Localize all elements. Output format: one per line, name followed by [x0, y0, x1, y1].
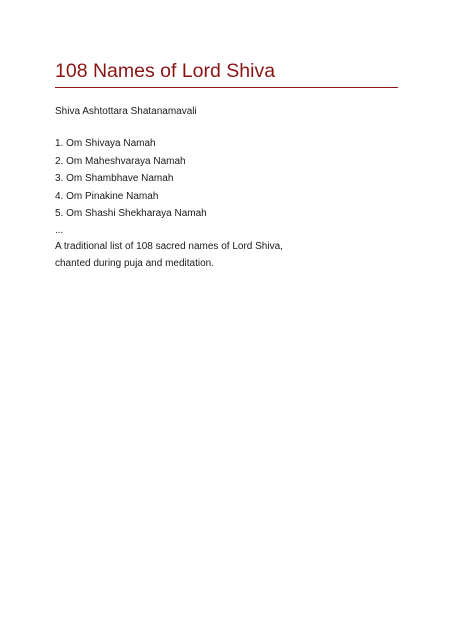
description-line: chanted during puja and meditation.	[55, 258, 215, 269]
list-item: 3. Om Shambhave Namah	[55, 173, 174, 184]
list-item: 5. Om Shashi Shekharaya Namah	[55, 208, 207, 219]
names-list	[55, 135, 398, 223]
list-ellipsis: ...	[55, 224, 64, 236]
document-page	[55, 58, 398, 273]
description-line: A traditional list of 108 sacred names of Lord Shiva,	[55, 240, 283, 252]
list-item: 1. Om Shivaya Namah	[55, 138, 156, 149]
title-rule	[55, 87, 398, 88]
page-title: 108 Names of Lord Shiva	[55, 60, 276, 82]
document-subtitle: Shiva Ashtottara Shatanamavali	[55, 106, 197, 117]
list-item: 2. Om Maheshvaraya Namah	[55, 155, 186, 167]
list-item: 4. Om Pinakine Namah	[55, 190, 159, 202]
